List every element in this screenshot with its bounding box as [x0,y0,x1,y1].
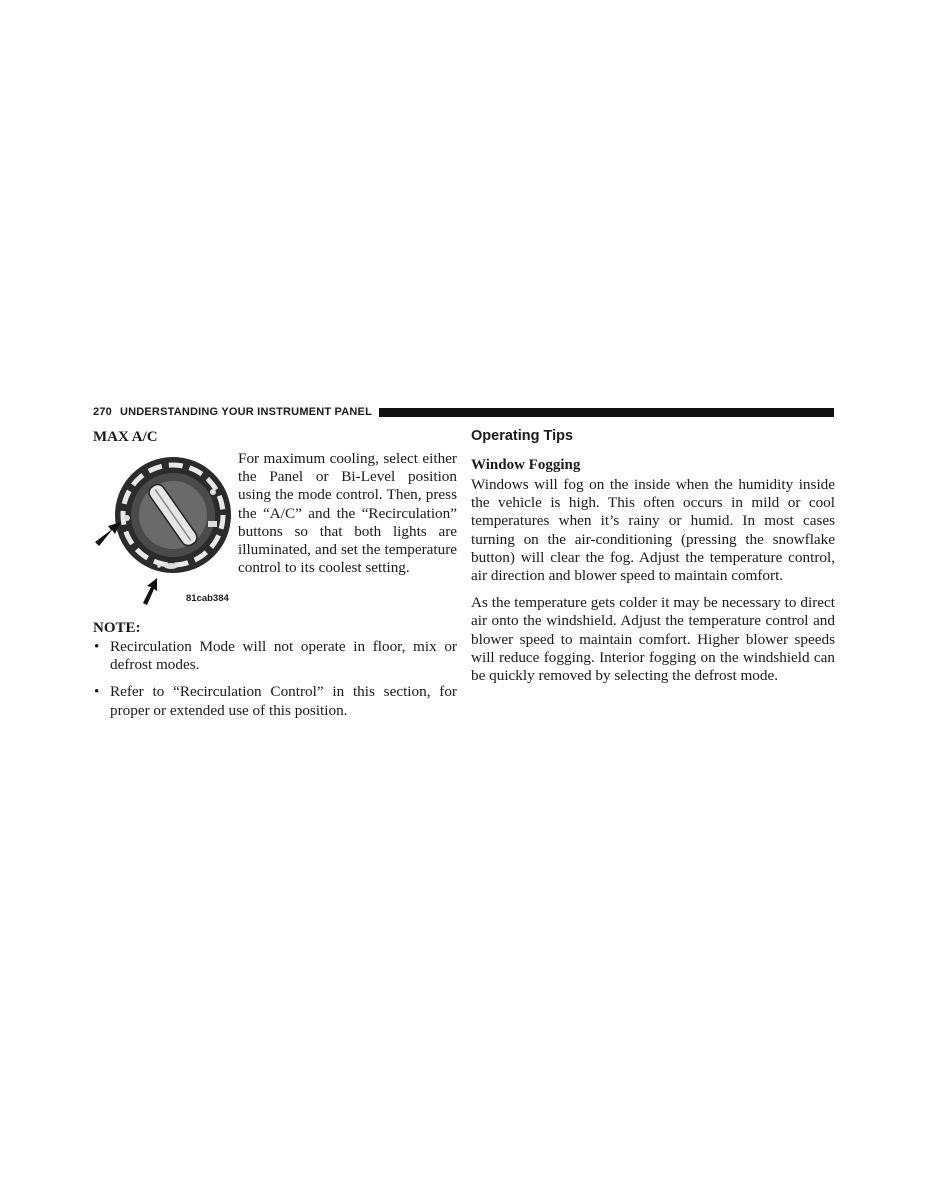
fogging-paragraph-1: Windows will fog on the inside when the humidity inside the vehicle is high. This often occurs in mild or cool temperatures when it’s rainy or humid. In most cases turning on the air-conditioning (pressing the snowflake button) will clear the fog. Adjust the temperature control, air direction and blower speed to maintain comfort. [471,476,835,585]
figure-label: 81cab384 [186,593,229,604]
arrow-icon [143,578,157,605]
list-item [93,683,457,719]
figure-block [93,448,457,618]
max-ac-paragraph: For maximum cooling, select either the Panel or Bi-Level position using the mode control. Then, press the “A/C” and the “Recirculation” buttons so that both lights are illuminated, and set the temperature control to its coolest setting. [238,450,457,577]
list-item [93,638,457,674]
right-column [471,426,835,685]
left-column [93,426,457,729]
max-ac-heading: MAX A/C [93,429,158,445]
list-item-text: Recirculation Mode will not operate in floor, mix or defrost modes. [110,638,457,674]
fogging-paragraph-2: As the temperature gets colder it may be necessary to direct air onto the windshield. Adjust the temperature control and blower speed to maintain comfort. Higher blower speeds will reduce fogging. Interior fogging on the windshield can be quickly removed by selecting the defrost mode. [471,594,835,685]
note-heading: NOTE: [93,620,141,636]
section-title: UNDERSTANDING YOUR INSTRUMENT PANEL [119,406,373,418]
header-rule [379,408,834,417]
mode-control-knob-illustration [93,450,233,610]
note-list [93,638,457,720]
bullet-icon: • [94,683,100,701]
page-number: 270 [93,406,112,418]
list-item-text: Refer to “Recirculation Control” in this section, for proper or extended use of this position. [110,683,457,719]
arrow-icon [95,522,121,546]
running-header [93,405,834,419]
bullet-icon: • [94,638,100,655]
window-fogging-subheading: Window Fogging [471,457,581,473]
operating-tips-heading: Operating Tips [471,428,574,444]
